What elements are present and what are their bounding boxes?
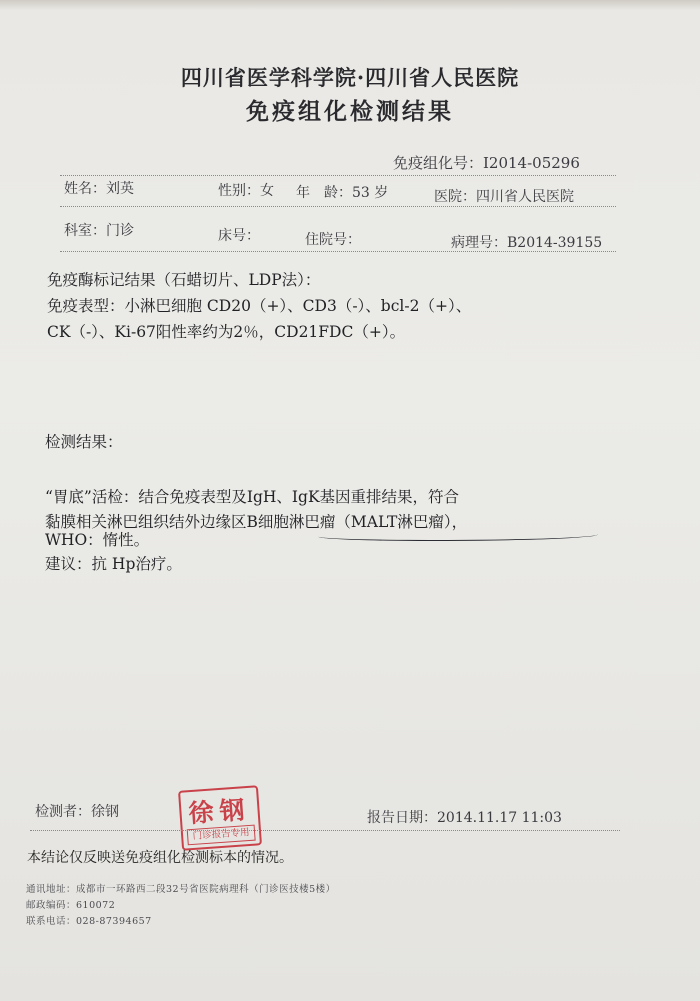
contact-address: 通讯地址：成都市一环路西二段32号省医院病理科（门诊医技楼5楼） xyxy=(26,884,336,895)
divider-line xyxy=(60,206,616,207)
report-date: 报告日期：2014.11.17 11:03 xyxy=(367,810,562,826)
contact-phone: 联系电话：028-87394657 xyxy=(26,916,152,927)
examiner: 检测者：徐钢 xyxy=(35,804,119,820)
contact-postcode: 邮政编码：610072 xyxy=(26,900,116,911)
report-title: 免疫组化检测结果 xyxy=(246,98,454,125)
divider-line xyxy=(60,251,616,252)
result-line-3: WHO：惰性。 xyxy=(45,531,150,549)
ihc-heading: 免疫酶标记结果（石蜡切片、LDP法）： xyxy=(47,271,321,289)
pathology-number: 病理号：B2014-39155 xyxy=(451,235,603,251)
divider-line xyxy=(60,175,616,176)
result-heading: 检测结果： xyxy=(45,433,123,451)
stamp-subtitle: 门诊报告专用 xyxy=(187,825,256,846)
result-line-1: “胃底”活检：结合免疫表型及IgH、IgK基因重排结果，符合 xyxy=(45,488,460,506)
patient-bed: 床号： xyxy=(218,228,260,244)
disclaimer-note: 本结论仅反映送免疫组化检测标本的情况。 xyxy=(27,850,293,866)
recommendation: 建议：抗 Hp治疗。 xyxy=(45,555,182,573)
patient-name: 姓名：刘英 xyxy=(64,181,134,197)
patient-age: 年 龄：53 岁 xyxy=(296,185,389,201)
patient-sex: 性别：女 xyxy=(218,183,274,199)
divider-line xyxy=(30,830,620,831)
patient-department: 科室：门诊 xyxy=(64,223,134,239)
patient-admission-number: 住院号： xyxy=(305,232,361,248)
institution-name: 四川省医学科学院·四川省人民医院 xyxy=(180,65,520,90)
stamp-name: 徐钢 xyxy=(187,794,252,829)
doctor-seal-stamp xyxy=(178,785,262,850)
paper-edge-shadow xyxy=(0,0,700,10)
ihc-phenotype-line-1: 免疫表型：小淋巴细胞 CD20（+）、CD3（-）、bcl-2（+）、 xyxy=(47,297,472,315)
ihc-phenotype-line-2: CK（-）、Ki-67阳性率约为2％，CD21FDC（+）。 xyxy=(47,323,406,341)
result-line-2: 黏膜相关淋巴组织结外边缘区B细胞淋巴瘤（MALT淋巴瘤）， xyxy=(45,513,468,531)
ihc-number: 免疫组化号：I2014-05296 xyxy=(393,154,580,172)
handwritten-underline xyxy=(318,530,598,541)
patient-hospital: 医院：四川省人民医院 xyxy=(434,189,574,205)
